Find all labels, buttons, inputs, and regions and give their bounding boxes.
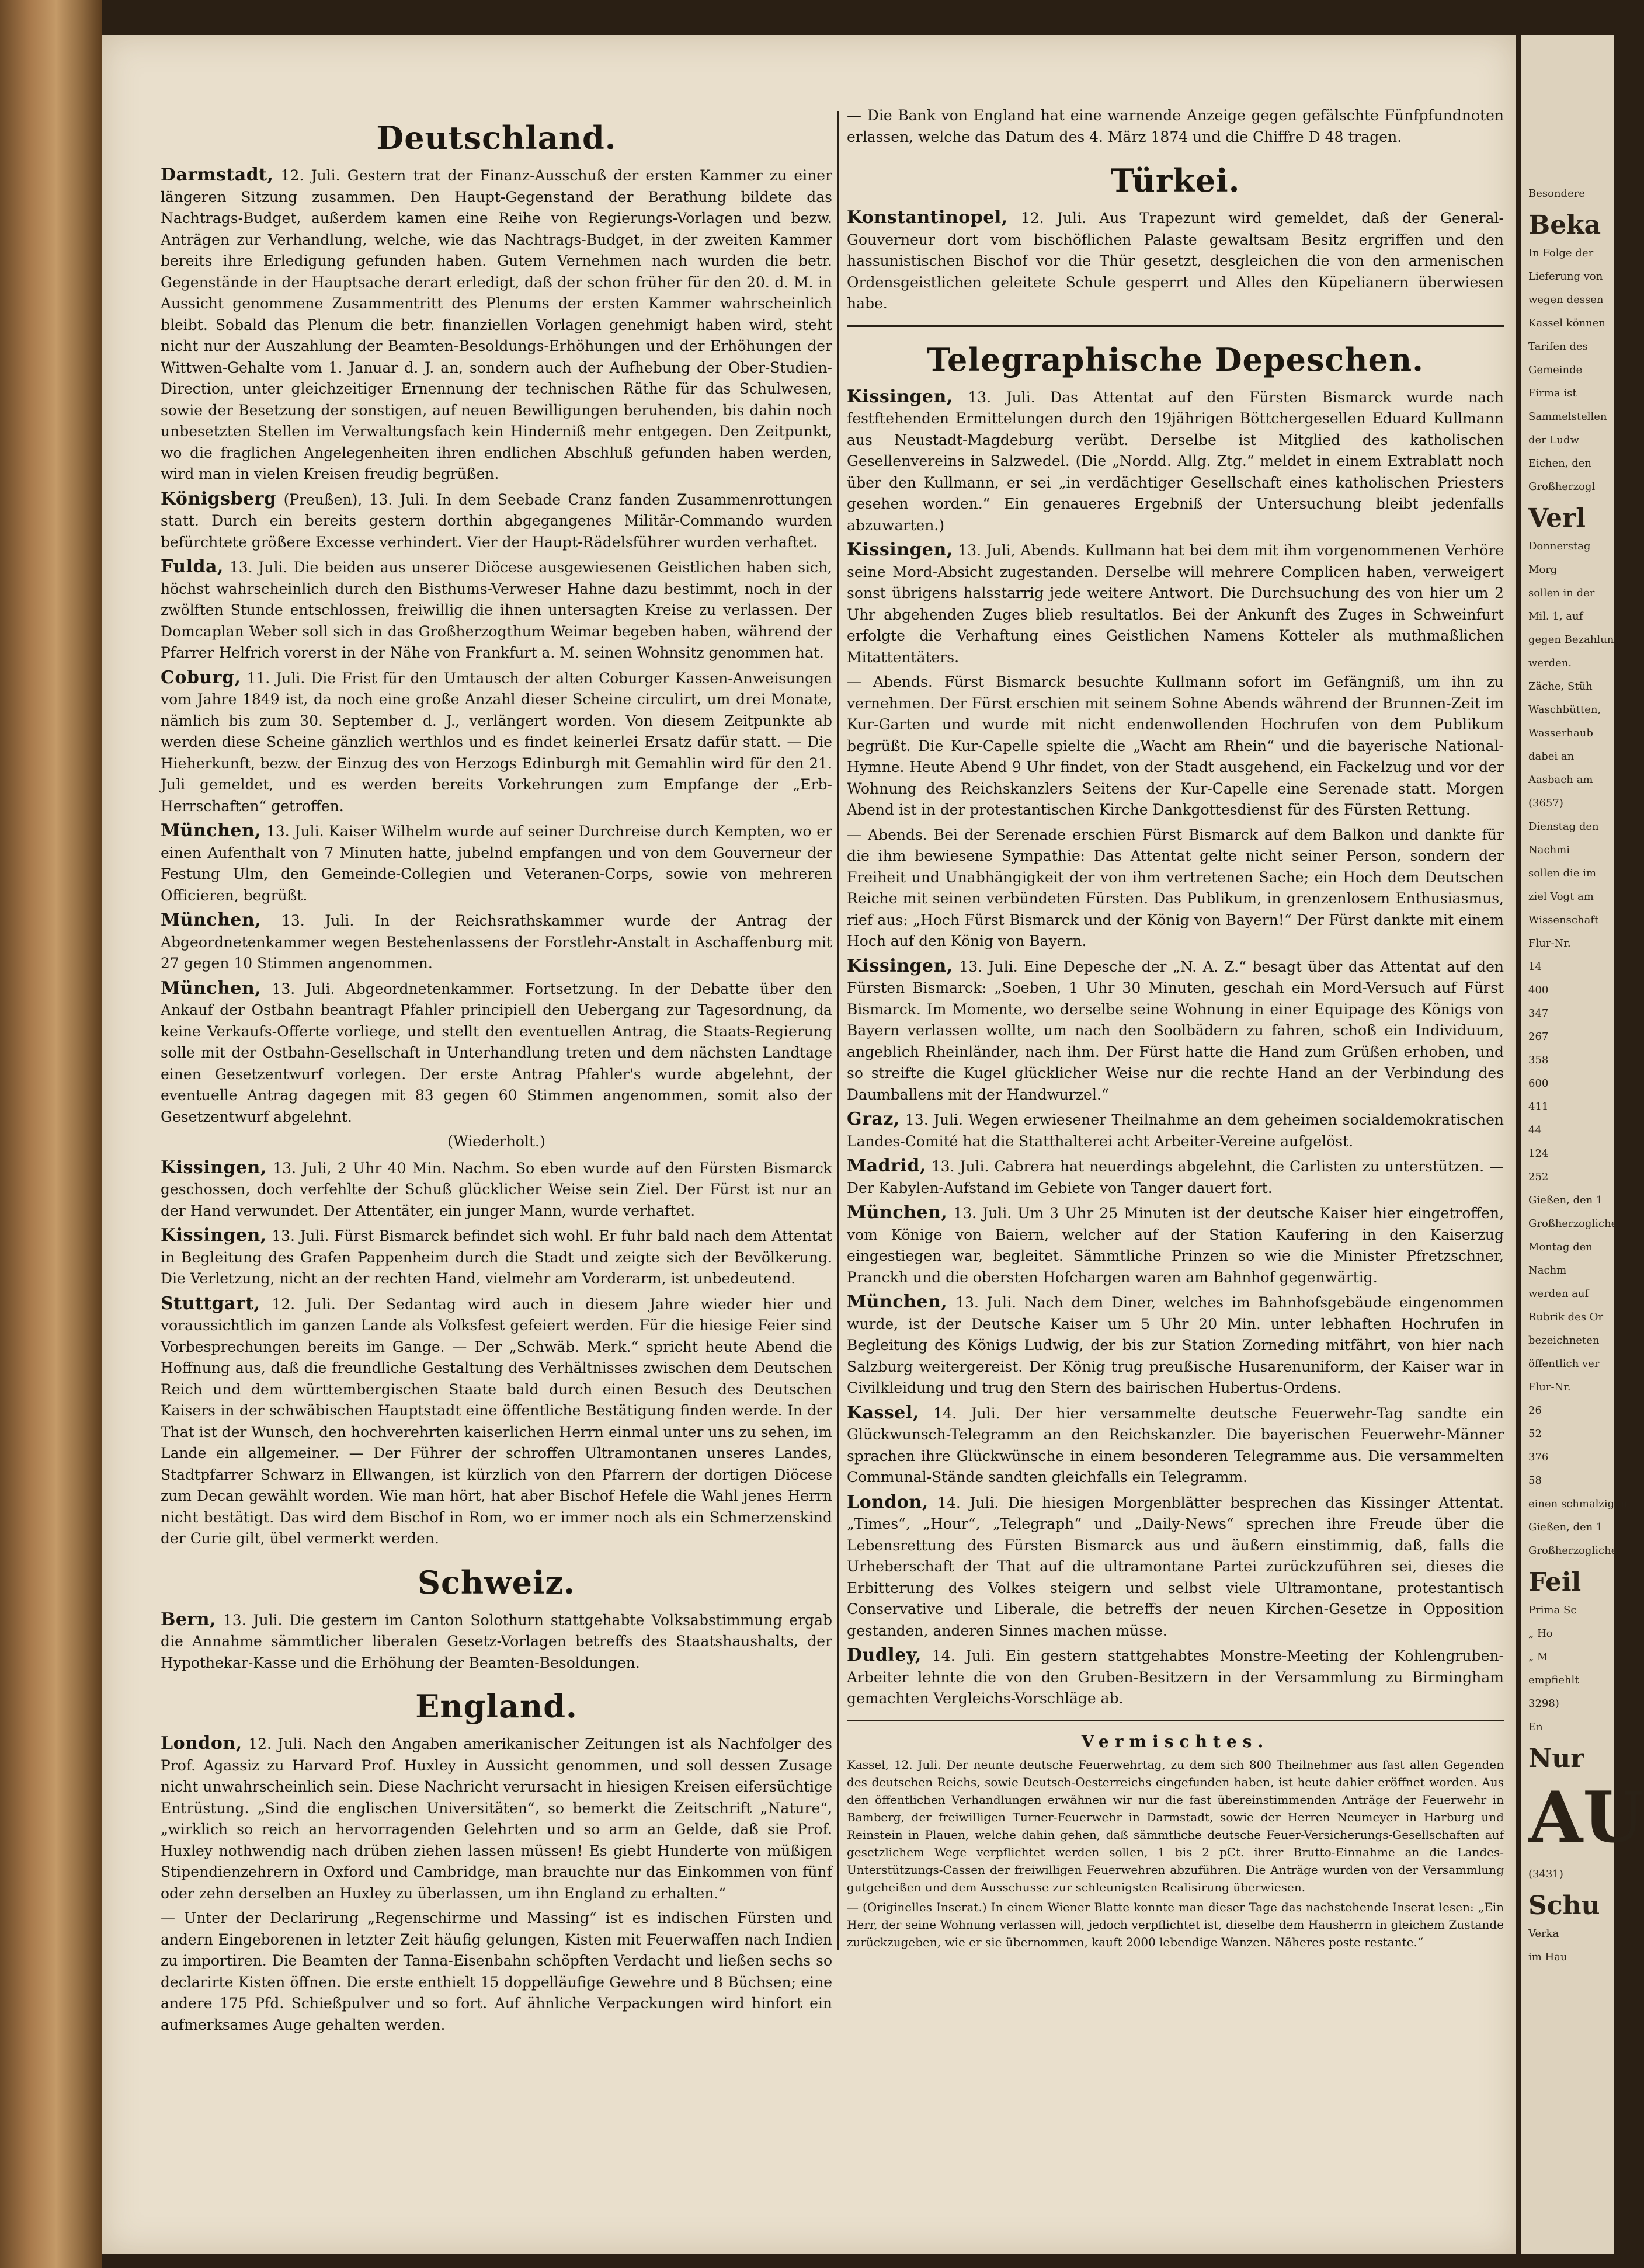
- right-column: [847, 105, 1504, 1953]
- article-paragraph: [161, 1733, 832, 1904]
- article-text: 13. Juli. Fürst Bismarck befindet sich wohl. Er fuhr bald nach dem Attentat in Begleitung des Grafen Pappenheim durch die Stadt und zeigte sich der Bevölkerung. Die Verletzung, nicht an der rechten Hand, vielmehr am Vorderarm, ist unbedeutend.: [161, 1227, 832, 1287]
- adjacent-page-text: Mil. 1, auf: [1528, 610, 1583, 622]
- article-paragraph: [847, 1202, 1504, 1288]
- schweiz-articles: [161, 1609, 832, 1674]
- adjacent-page-text: Gießen, den 1: [1528, 1194, 1603, 1206]
- article-text: 12. Juli. Gestern trat der Finanz-Ausschuß der ersten Kammer zu einer längeren Sitzung zusammen. Den Haupt-Gegenstand der Berathung bildete das Nachtrags-Budget, außerdem kamen eine Reihe von Regierungs-Vorlagen und bezw. Anträgen zur Verhandlung, welche, wie das Nachtrags-Budget, in der zweiten Kammer bereits ihre Erledigung gefunden haben. Gutem Vernehmen nach wurden die betr. Gegenstände in der Hauptsache derart erledigt, daß der schon früher für den 20. d. M. in Aussicht genommene Zusammentritt des Plenums der ersten Kammer wahrscheinlich bleibt. Sobald das Plenum die betr. finanziellen Vorlagen genehmigt haben wird, steht nicht nur der Auszahlung der Beamten-Besoldungs-Erhöhungen und der Erhöhungen der Wittwen-Gehalte vom 1. Januar d. J. an, sondern auch der Aufhebung der Ober-Studien-Direction, unter gleichzeitiger Ernennung der technischen Räthe für das Schulwesen, sowie der Besetzung der sonstigen, auf neuen Bewilligungen beruhenden, bis dahin noch unbesetzten Stellen im Verwaltungsfach kein Hinderniß mehr entgegen. Den Zeitpunkt, wo die fraglichen Angelegenheiten ihren endlichen Abschluß gefunden haben werden, wird man in vielen Kreisen freudig begrüßen.: [161, 167, 832, 482]
- adjacent-page-text: 26: [1528, 1404, 1542, 1417]
- adjacent-page-text: Morg: [1528, 563, 1558, 576]
- dateline: München,: [161, 978, 262, 999]
- adjacent-page-text: Dienstag den: [1528, 820, 1599, 833]
- article-text: 13. Juli. In der Reichsrathskammer wurde der Antrag der Abgeordnetenkammer wegen Bestehenlassens der Forstlehr-Anstalt in Aschaffenburg mit 27 gegen 10 Stimmen angenommen.: [161, 912, 832, 972]
- adjacent-page-text: Beka: [1528, 210, 1601, 240]
- article-paragraph: [847, 540, 1504, 668]
- article-text: 13. Juli. Das Attentat auf den Fürsten Bismarck wurde nach festftehenden Ermittelungen durch den 19jährigen Böttchergesellen Eduard Kullmann aus Neustadt-Magdeburg verübt. Derselbe ist Mitglied des katholischen Gesellenvereins in Salzwedel. (Die „Nordd. Allg. Ztg.“ meldet in einem Extrablatt noch über den Kullmann, er sei „in verdächtiger Gesellschaft eines katholischen Priesters gesehen worden.“ Ein genaueres Ergebniß der Untersuchung bleibt jedenfalls abzuwarten.): [847, 388, 1504, 534]
- adjacent-page-text: Prima Sc: [1528, 1604, 1577, 1616]
- adjacent-page-text: Aasbach am: [1528, 774, 1593, 786]
- adjacent-page-text: wegen dessen: [1528, 294, 1604, 306]
- adjacent-page-text: Lieferung von: [1528, 270, 1603, 283]
- adjacent-page-text: Wissenschaft: [1528, 914, 1599, 926]
- england-articles: [161, 1733, 832, 2036]
- article-paragraph: [847, 825, 1504, 952]
- article-paragraph: [161, 1908, 832, 2036]
- adjacent-page-text: öffentlich ver: [1528, 1358, 1600, 1370]
- left-column: [161, 105, 832, 2039]
- adjacent-page-text: Firma ist: [1528, 387, 1577, 399]
- adjacent-page-text: 358: [1528, 1054, 1549, 1066]
- section-heading-depeschen: Telegraphische Depeschen.: [927, 340, 1424, 378]
- adjacent-page-text: Schu: [1528, 1891, 1600, 1921]
- adjacent-page-text: 3298): [1528, 1697, 1559, 1710]
- adjacent-page-text: gegen Bezahlung: [1528, 634, 1621, 646]
- article-paragraph: [847, 1645, 1504, 1710]
- article-text: 11. Juli. Die Frist für den Umtausch der alten Coburger Kassen-Anweisungen vom Jahre 1849 ist, da noch eine große Anzahl dieser Scheine circulirt, um drei Monate, nämlich bis zum 30. September d. J., verlängert worden. Von diesem Zeitpunkte ab werden diese Scheine gänzlich werthlos und es findet keinerlei Ersatz dafür statt. — Die Hieherkunft, bezw. der Einzug des von Herzogs Edinburgh mit Gemahlin wird für den 21. Juli gemeldet, und es werden bereits Vorkehrungen zum Empfange der „Erb-Herrschaften“ getroffen.: [161, 669, 832, 815]
- adjacent-page-text: 411: [1528, 1101, 1549, 1113]
- dateline: Konstantinopel,: [847, 207, 1008, 228]
- article-paragraph: [847, 1109, 1504, 1152]
- article-text: 13. Juli. Kaiser Wilhelm wurde auf seiner Durchreise durch Kempten, wo er einen Aufenthalt von 7 Minuten hatte, jubelnd empfangen und von dem Gouverneur der Festung Ulm, den Gemeinde-Collegien und Veteranen-Corps, sowie von mehreren Officieren, begrüßt.: [161, 823, 832, 904]
- article-text: 12. Juli. Der Sedantag wird auch in diesem Jahre wieder hier und voraussichtlich im ganzen Lande als Volksfest gefeiert werden. Für die hiesige Feier sind Vorbesprechungen bereits im Gange. — Der „Schwäb. Merk.“ spricht heute Abend die Hoffnung aus, daß die freundliche Gestaltung des Verhältnisses zwischen dem Deutschen Reich und dem württembergischen Staate bald durch einen Besuch des Deutschen Kaisers in der schwäbischen Hauptstadt eine öffentliche Bestätigung finden werde. In der That ist der Wunsch, den hochverehrten kaiserlichen Herrn einmal unter uns zu sehen, im Lande ein allgemeiner. — Der Führer der schroffen Ultramontanen unseres Landes, Stadtpfarrer Schwarz in Ellwangen, ist kürzlich von den Pfarrern der dortigen Diöcese zum Decan gewählt worden. Wie man hört, hat aber Bischof Hefele die Wahl jenes Herrn nicht bestätigt. Das wird dem Bischof in Rom, wo er immer noch als ein Schmerzenskind der Curie gilt, übel vermerkt werden.: [161, 1295, 832, 1547]
- adjacent-page-text: Nachm: [1528, 1264, 1567, 1276]
- section-divider: [847, 325, 1504, 327]
- article-paragraph: [161, 1225, 832, 1290]
- dateline: Dudley,: [847, 1645, 922, 1665]
- adjacent-page-text: Gemeinde: [1528, 364, 1583, 376]
- dateline: Kissingen,: [847, 540, 953, 560]
- adjacent-page-text: Zäche, Stüh: [1528, 680, 1593, 693]
- deutschland-articles-2: [161, 1157, 832, 1550]
- article-paragraph: [161, 910, 832, 975]
- adjacent-page-text: 58: [1528, 1474, 1542, 1487]
- adjacent-page-text: Donnerstag: [1528, 540, 1591, 552]
- article-text: 13. Juli. Die gestern im Canton Solothurn stattgehabte Volksabstimmung ergab die Annahme sämmtlicher liberalen Gesetz-Vorlagen betreffs des Staatshaushalts, der Hypothekar-Kasse und die Erhöhung der Beamten-Besoldungen.: [161, 1611, 832, 1671]
- article-paragraph: [847, 1756, 1504, 1896]
- article-text: 13. Juli, 2 Uhr 40 Min. Nachm. So eben wurde auf den Fürsten Bismarck geschossen, doch verfehlte der Schuß glücklicher Weise sein Ziel. Der Fürst ist nur an der Hand verwundet. Der Attentäter, ein junger Mann, wurde verhaftet.: [161, 1159, 832, 1219]
- article-paragraph: [161, 820, 832, 906]
- article-text: (Preußen), 13. Juli. In dem Seebade Cranz fanden Zusammenrottungen statt. Durch ein bereits gestern dorthin abgegangenes Militär-Commando wurden befürchtete größere Excesse verhindert. Vier der Haupt-Rädelsführer wurden verhaftet.: [161, 491, 832, 551]
- adjacent-page-text: 252: [1528, 1171, 1549, 1183]
- adjacent-page-text: 600: [1528, 1077, 1549, 1090]
- adjacent-page-text: Besondere: [1528, 187, 1585, 200]
- article-paragraph: [847, 672, 1504, 821]
- article-paragraph: [161, 489, 832, 554]
- article-text: — Unter der Declarirung „Regenschirme und Massing“ ist es indischen Fürsten und andern Eingeborenen in letzter Zeit häufig gelungen, Kisten mit Feuerwaffen nach Indien zu importiren. Die Beamten der Tanna-Eisenbahn schöpften Verdacht und ließen sechs so declarirte Kisten öffnen. Die erste enthielt 15 doppelläufige Gewehre und 8 Büchsen; eine andere 175 Pfd. Schießpulver und so fort. Auf ähnliche Verpackungen wird hinfort ein aufmerksames Auge gehalten werden.: [161, 1909, 832, 2033]
- adjacent-page-text: werden auf: [1528, 1288, 1589, 1300]
- article-text: 13. Juli. Cabrera hat neuerdings abgelehnt, die Carlisten zu unterstützen. — Der Kabylen-Aufstand im Gebiete von Tanger dauert fort.: [847, 1158, 1504, 1196]
- article-text: 13. Juli, Abends. Kullmann hat bei dem mit ihm vorgenommenen Verhöre seine Mord-Absicht zugestanden. Derselbe will mehrere Complicen haben, verweigert sonst übrigens halsstarrig jede weitere Antwort. Die Durchsuchung des von hier um 2 Uhr abgehenden Zuges blieb resultatlos. Bei der Ankunft des Zuges in Schweinfurt erfolgte die Verhaftung eines Geistlichen Namens Kotteler als muthmaßlichen Mitattentäters.: [847, 542, 1504, 666]
- adjacent-page-text: Großherzogliche: [1528, 1545, 1618, 1557]
- adjacent-page-text: (3431): [1528, 1868, 1563, 1880]
- adjacent-page-text: 376: [1528, 1451, 1549, 1463]
- adjacent-page-text: En: [1528, 1721, 1543, 1733]
- dateline: München,: [161, 820, 262, 841]
- adjacent-page-text: Wasserhaub: [1528, 727, 1593, 739]
- adjacent-page-text: Kassel können: [1528, 317, 1605, 329]
- article-paragraph: [847, 1898, 1504, 1951]
- dateline: Stuttgart,: [161, 1293, 260, 1314]
- dateline: Madrid,: [847, 1156, 926, 1176]
- article-text: 12. Juli. Nach den Angaben amerikanischer Zeitungen ist als Nachfolger des Prof. Agassiz zu Harvard Prof. Huxley in Aussicht genommen, und soll dessen Zusage nicht unwahrscheinlich sein. Diese Nachricht verursacht in hiesigen Kreisen eifersüchtige Entrüstung. „Sind die englischen Universitäten“, so bemerkt die Zeitschrift „Nature“, „wirklich so reich an hervorragenden Gelehrten und so arm an Gelde, daß sie Prof. Huxley nothwendig nach drüben ziehen lassen müssen! Es giebt Hunderte von müßigen Stipendienzehrern in Oxford und Cambridge, man brauchte nur das Einkommen von fünf oder zehn derselben an Huxley zu überlassen, um ihn England zu erhalten.“: [161, 1735, 832, 1902]
- adjacent-page-text: Rubrik des Or: [1528, 1311, 1604, 1323]
- adjacent-page-text: Flur-Nr.: [1528, 937, 1571, 949]
- adjacent-page-text: Tarifen des: [1528, 340, 1588, 353]
- wiederholt-note: (Wiederholt.): [447, 1133, 545, 1150]
- article-paragraph: [847, 207, 1504, 315]
- article-text: 13. Juli. Nach dem Diner, welches im Bahnhofsgebäude eingenommen wurde, ist der Deutsche Kaiser um 5 Uhr 20 Min. unter lebhaften Hochrufen in Begleitung des Königs Ludwig, der bis zur Station Zorneding mitfährt, von hier nach Salzburg weitergereist. Der König trug preußische Husarenuniform, der Kaiser war in Civilkleidung und trug den Stern des bairischen Hubertus-Ordens.: [847, 1294, 1504, 1396]
- dateline: München,: [847, 1292, 948, 1312]
- article-paragraph: [847, 105, 1504, 148]
- adjacent-page-text: In Folge der: [1528, 247, 1594, 259]
- dateline: Kassel,: [847, 1402, 919, 1423]
- article-text: 14. Juli. Die hiesigen Morgenblätter besprechen das Kissinger Attentat. „Times“, „Hour“, „Telegraph“ und „Daily-News“ sprechen ihre Freude über die Lebensrettung des Fürsten Bismarck aus und äußern einstimmig, daß, falls die Urheberschaft der That auf die ultramontane Partei zurückzuführen sei, dieses die Erbitterung des Volkes steigern und selbst viele Ultramontane, protestantisch Conservative und Liberale, die betreffs der neuen Kirchen-Gesetze in Opposition gestanden, anderen Sinnes machen müsse.: [847, 1494, 1504, 1639]
- article-paragraph: [161, 667, 832, 818]
- adjacent-page-text: 400: [1528, 984, 1549, 996]
- dateline: Königsberg: [161, 488, 277, 509]
- article-text: 13. Juli. Wegen erwiesener Theilnahme an dem geheimen socialdemokratischen Landes-Comité hat die Statthalterei acht Arbeiter-Vereine aufgelöst.: [847, 1111, 1504, 1150]
- section-heading-tuerkei: Türkei.: [1110, 162, 1240, 199]
- article-paragraph: [847, 1403, 1504, 1488]
- adjacent-page-text: „ M: [1528, 1651, 1548, 1663]
- article-text: — Abends. Bei der Serenade erschien Fürst Bismarck auf dem Balkon und dankte für die ihm bewiesene Sympathie: Das Attentat gelte nicht seiner Person, sondern der Freiheit und Unabhängigkeit der von ihm vertretenen Sache; ein Hoch dem Deutschen Reiche mit seinen verbündeten Fürsten. Das Publikum, in grenzenlosem Enthusiasmus, rief aus: „Hoch Fürst Bismarck und der König von Bayern!“ Der Fürst dankte mit einem Hoch auf den König von Bayern.: [847, 826, 1504, 949]
- dateline: München,: [161, 910, 262, 930]
- adjacent-page-text: ziel Vogt am: [1528, 890, 1594, 903]
- dateline: Kissingen,: [161, 1157, 267, 1178]
- column-rule: [837, 111, 839, 1950]
- dateline: Bern,: [161, 1609, 217, 1630]
- article-paragraph: [847, 956, 1504, 1106]
- article-paragraph: [847, 1292, 1504, 1399]
- article-paragraph: [847, 387, 1504, 537]
- adjacent-page-text: empfiehlt: [1528, 1674, 1579, 1686]
- adjacent-page-text: Eichen, den: [1528, 457, 1592, 469]
- tuerkei-articles: [847, 207, 1504, 315]
- adjacent-page-strip: [1521, 35, 1644, 2254]
- dateline: Kissingen,: [847, 386, 953, 407]
- adjacent-page-text: Großherzogliche: [1528, 1218, 1618, 1230]
- newspaper-page: [102, 35, 1516, 2254]
- adjacent-page-text: Flur-Nr.: [1528, 1381, 1571, 1393]
- article-text: 14. Juli. Der hier versammelte deutsche Feuerwehr-Tag sandte ein Glückwunsch-Telegramm an den Reichskanzler. Die bayerischen Feuerwehr-Männer sprachen ihre Glückwünsche in einem besonderen Telegramme aus. Die versammelten Communal-Stände sandten gleichfalls ein Telegramm.: [847, 1404, 1504, 1486]
- article-text: 13. Juli. Um 3 Uhr 25 Minuten ist der deutsche Kaiser hier eingetroffen, vom Könige von Baiern, welcher auf der Station Kaufering in den Kaiserzug eingestiegen war, begleitet. Sämmtliche Prinzen so wie die Minister Pfretzschner, Pranckh und die obersten Hofchargen waren am Bahnhof gegenwärtig.: [847, 1205, 1504, 1286]
- article-text: — Abends. Fürst Bismarck besuchte Kullmann sofort im Gefängniß, um ihn zu vernehmen. Der Fürst erschien mit seinem Sohne Abends während der Brunnen-Zeit im Kur-Garten und wurde mit nicht endenwollenden Hochrufen von dem Publikum begrüßt. Die Kur-Capelle spielte die „Wacht am Rhein“ und die bayerische National-Hymne. Heute Abend 9 Uhr findet, von der Stadt ausgehend, ein Fackelzug und vor der Wohnung des Reichskanzlers Seitens der Kur-Capelle eine Serenade statt. Morgen Abend ist in der protestantischen Kirche Dankgottesdienst für des Fürsten Rettung.: [847, 673, 1504, 818]
- article-paragraph: [161, 1293, 832, 1550]
- dateline: Coburg,: [161, 667, 241, 688]
- adjacent-page-text: 267: [1528, 1031, 1549, 1043]
- adjacent-page-text: im Hau: [1528, 1951, 1567, 1963]
- dateline: Kissingen,: [847, 955, 953, 976]
- adjacent-page-text: werden.: [1528, 657, 1572, 669]
- england-articles-continued: [847, 105, 1504, 148]
- adjacent-page-text: Sammelstellen: [1528, 411, 1607, 423]
- section-heading-vermischtes: Vermischtes.: [1081, 1731, 1270, 1751]
- section-heading-deutschland: Deutschland.: [376, 119, 617, 156]
- adjacent-page-text: 124: [1528, 1147, 1549, 1160]
- article-paragraph: [161, 1609, 832, 1674]
- adjacent-page-text: Montag den: [1528, 1241, 1593, 1253]
- article-paragraph: [161, 978, 832, 1128]
- adjacent-page-text: Großherzogl: [1528, 481, 1596, 493]
- article-paragraph: [161, 165, 832, 485]
- adjacent-page-text: Waschbütten,: [1528, 704, 1601, 716]
- article-text: — Die Bank von England hat eine warnende Anzeige gegen gefälschte Fünfpfundnoten erlassen, welche das Datum des 4. März 1874 und die Chiffre D 48 tragen.: [847, 107, 1504, 145]
- article-text: Kassel, 12. Juli. Der neunte deutsche Feuerwehrtag, zu dem sich 800 Theilnehmer aus fast allen Gegenden des deutschen Reichs, sowie Deutsch-Oesterreichs eingefunden haben, ist heute dahier eröffnet worden. Aus den öffentlichen Verhandlungen erwähnen wir nur die fast übereinstimmenden Anträge der Feuerwehr in Bamberg, der freiwilligen Turner-Feuerwehr in Darmstadt, sowie der Herren Neumeyer in Harburg und Reinstein in Plauen, welche dahin gehen, daß sämmtliche deutsche Feuer-Versicherungs-Gesellschaften auf gesetzlichem Wege verpflichtet werden sollen, 1 bis 2 pCt. ihrer Brutto-Einnahme an die Landes-Unterstützungs-Cassen der freiwilligen Feuerwehren abzuführen. Die Anträge wurden von der Versammlung gutgeheißen und dem Ausschusse zur schleunigsten Realisirung überwiesen.: [847, 1757, 1504, 1894]
- article-text: 13. Juli. Abgeordnetenkammer. Fortsetzung. In der Debatte über den Ankauf der Ostbahn beantragt Pfahler principiell den Uebergang zur Tagesordnung, da keine Verkaufs-Offerte vorliege, und stellt den eventuellen Antrag, die Staats-Regierung solle mit der Ostbahn-Gesellschaft in Unterhandlung treten und dem nächsten Landtage einen Gesetzentwurf vorlegen. Der erste Antrag Pfahler's wurde abgelehnt, der eventuelle Antrag dagegen mit 83 gegen 60 Stimmen angenommen, somit also der Gesetzentwurf abgelehnt.: [161, 980, 832, 1125]
- adjacent-page-text: sollen in der: [1528, 587, 1595, 599]
- adjacent-page-text: 52: [1528, 1428, 1542, 1440]
- article-text: 13. Juli. Die beiden aus unserer Diöcese ausgewiesenen Geistlichen haben sich, höchst wahrscheinlich durch den Bisthums-Verweser Hahne dazu bestimmt, noch in der zwölften Stunde entschlossen, freiwillig die ihnen untersagten Kreise zu verlassen. Der Domcaplan Weber soll sich in das Großherzogthum Weimar begeben haben, während der Pfarrer Helfrich vorerst in der Nähe von Frankfurt a. M. seinen Wohnsitz genommen hat.: [161, 559, 832, 661]
- adjacent-page-text: 14: [1528, 961, 1542, 973]
- dateline: London,: [161, 1733, 242, 1754]
- adjacent-page-text: dabei an: [1528, 750, 1575, 763]
- dateline: München,: [847, 1202, 948, 1223]
- article-text: — (Originelles Inserat.) In einem Wiener Blatte konnte man dieser Tage das nachstehende Inserat lesen: „Ein Herr, der seine Wohnung verlassen will, jedoch verpflichtet ist, dieselbe dem Hausherrn in gleichem Zustande zurückzugeben, wie er sie übernommen, kauft 2000 lebendige Wanzen. Näheres poste restante.“: [847, 1900, 1504, 1949]
- adjacent-page-text: bezeichneten: [1528, 1334, 1600, 1347]
- article-text: 14. Juli. Ein gestern stattgehabtes Monstre-Meeting der Kohlengruben-Arbeiter lehnte die von den Gruben-Besitzern in der Versammlung zu Birmingham gemachten Vergleichs-Vorschläge ab.: [847, 1647, 1504, 1707]
- article-paragraph: [847, 1492, 1504, 1642]
- section-heading-england: England.: [415, 1688, 578, 1725]
- adjacent-page-text: sollen die im: [1528, 867, 1597, 879]
- dateline: Fulda,: [161, 556, 224, 577]
- dateline: London,: [847, 1491, 929, 1512]
- adjacent-page-text: der Ludw: [1528, 434, 1579, 446]
- section-divider-2: [847, 1720, 1504, 1721]
- adjacent-page-text: Feil: [1528, 1567, 1582, 1597]
- article-text: 12. Juli. Aus Trapezunt wird gemeldet, daß der General-Gouverneur dort vom bischöflichen Palaste gewaltsam Besitz ergriffen und den hassunistischen Bischof vor die Thür gesetzt, desgleichen die von den armenischen Ordensgeistlichen geleitete Schule gesperrt und Alles den Küpelianern überwiesen habe.: [847, 210, 1504, 312]
- adjacent-page-text: Gießen, den 1: [1528, 1521, 1603, 1533]
- article-paragraph: [847, 1156, 1504, 1199]
- adjacent-page-text: Verl: [1528, 503, 1586, 533]
- adjacent-page-text: einen schmalzigen: [1528, 1498, 1628, 1510]
- section-heading-schweiz: Schweiz.: [418, 1563, 575, 1601]
- dateline: Darmstadt,: [161, 165, 274, 185]
- adjacent-page-text: 347: [1528, 1007, 1549, 1020]
- adjacent-page-text: „ Ho: [1528, 1627, 1553, 1640]
- adjacent-page-text: Nur: [1528, 1744, 1584, 1773]
- adjacent-page-text: AU: [1528, 1776, 1644, 1859]
- dateline: Graz,: [847, 1109, 900, 1129]
- depeschen-articles: [847, 387, 1504, 1710]
- adjacent-page-text: 44: [1528, 1124, 1542, 1136]
- article-paragraph: [161, 1157, 832, 1222]
- adjacent-page-text: Nachmi: [1528, 844, 1570, 856]
- adjacent-page-text: Verka: [1528, 1928, 1559, 1940]
- deutschland-articles: [161, 165, 832, 1128]
- article-paragraph: [161, 556, 832, 664]
- book-binding: [0, 0, 102, 2268]
- vermischtes-articles: [847, 1756, 1504, 1951]
- adjacent-page-text: (3657): [1528, 797, 1563, 809]
- dateline: Kissingen,: [161, 1225, 267, 1246]
- article-text: 13. Juli. Eine Depesche der „N. A. Z.“ besagt über das Attentat auf den Fürsten Bismarck: „Soeben, 1 Uhr 30 Minuten, geschah ein Mord-Versuch auf Fürst Bismarck. Im Momente, wo derselbe seine Wohnung in einer Equipage des Königs von Bayern verlassen wollte, um nach den Soolbädern zu fahren, schoß ein Individuum, angeblich Rheinländer, nach ihm. Der Fürst hatte die Hand zum Grüßen erhoben, und so streifte die Kugel glücklicher Weise nur die rechte Hand an der Verbindung des Daumballens mit der Handwurzel.“: [847, 958, 1504, 1103]
